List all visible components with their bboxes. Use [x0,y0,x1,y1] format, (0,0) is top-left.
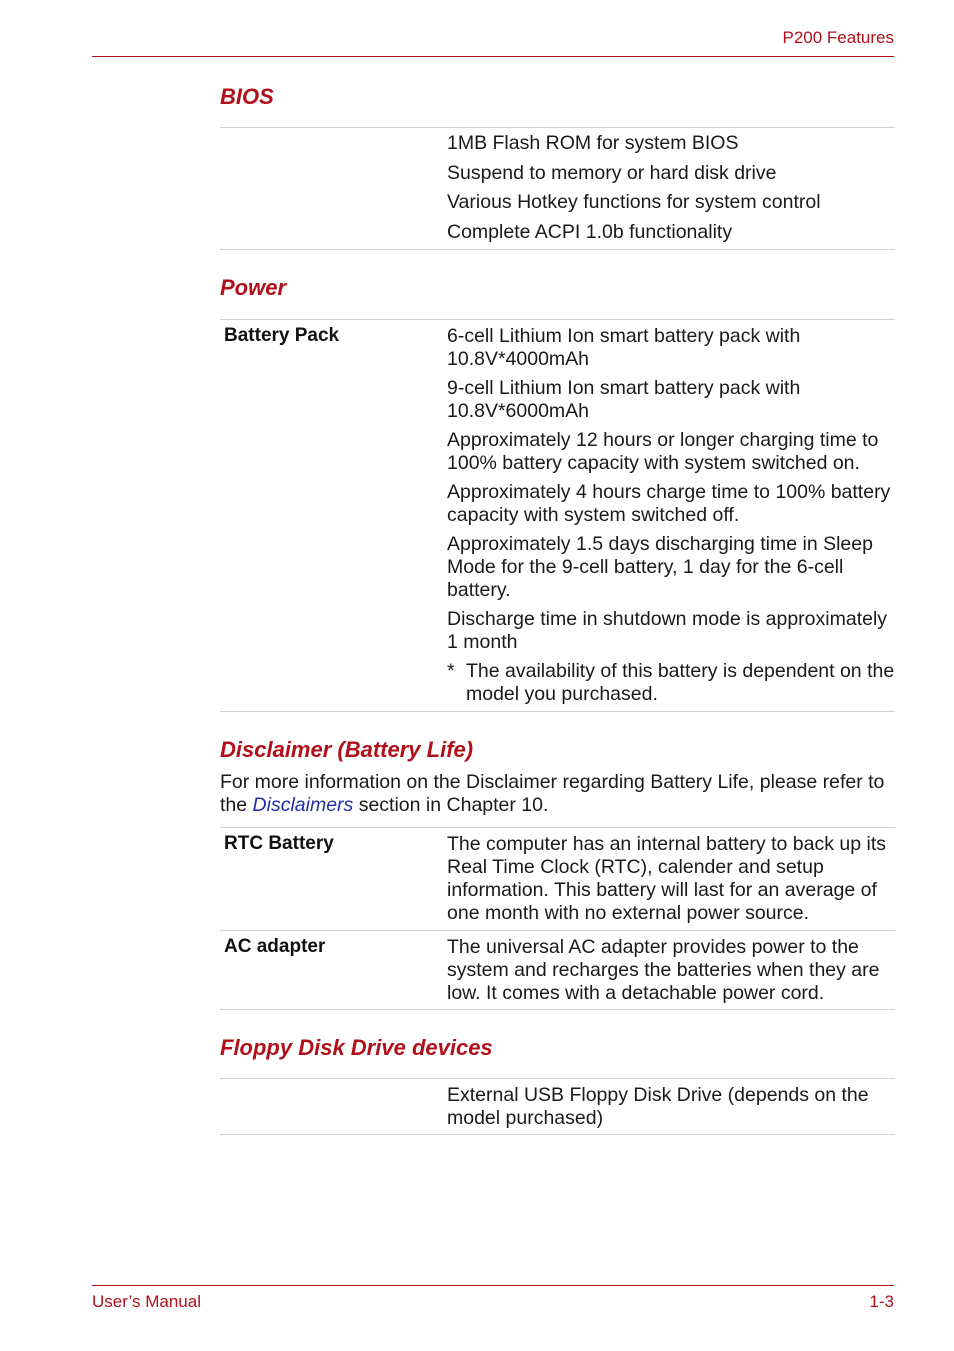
header-rule [92,56,894,57]
rtc-ac-table [220,827,895,1010]
floppy-text: External USB Floppy Disk Drive (depends on the model purchased) [447,1084,869,1129]
battery-item: 9-cell Lithium Ion smart battery pack with 10.8V*6000mAh [447,377,801,422]
floppy-row [220,1078,895,1135]
battery-item: 6-cell Lithium Ion smart battery pack with 10.8V*4000mAh [447,325,801,370]
floppy-heading: Floppy Disk Drive devices [220,1035,493,1060]
bios-item: Complete ACPI 1.0b functionality [447,221,733,243]
bios-row [220,127,895,250]
bios-item: Various Hotkey functions for system control [447,191,821,213]
battery-pack-row [220,319,895,712]
bios-table [220,127,895,250]
battery-item: Approximately 1.5 days discharging time in Sleep Mode for the 9-cell battery, 1 day for the 6-cell battery. [447,533,873,601]
battery-item: Approximately 12 hours or longer charging time to 100% battery capacity with system switched on. [447,429,879,474]
disclaimer-heading: Disclaimer (Battery Life) [220,737,474,762]
battery-item: Discharge time in shutdown mode is approximately 1 month [447,608,888,653]
battery-note [220,660,895,706]
power-heading: Power [220,275,287,300]
disclaimer-text-after: section in Chapter 10. [353,794,549,816]
floppy-table [220,1078,895,1135]
ac-adapter-label: AC adapter [224,936,326,957]
page-number: 1-3 [869,1292,894,1311]
rtc-battery-label: RTC Battery [224,833,334,854]
rtc-battery-text: The computer has an internal battery to back up its Real Time Clock (RTC), calender and setup information. This battery will last for an average of one month with no external power source. [447,833,886,924]
disclaimer-paragraph [220,771,900,817]
page-header-title: P200 Features [782,28,894,47]
power-table [220,319,895,712]
ac-adapter-row [220,930,895,1010]
disclaimers-link[interactable]: Disclaimers [252,794,354,816]
battery-pack-label: Battery Pack [224,325,340,346]
note-text: The availability of this battery is dependent on the model you purchased. [466,660,895,705]
bios-item: 1MB Flash ROM for system BIOS [447,132,739,154]
rtc-battery-row [220,827,895,930]
bios-heading: BIOS [220,84,274,109]
footer-manual-title: User’s Manual [92,1292,201,1311]
ac-adapter-text: The universal AC adapter provides power to the system and recharges the batteries when they are low. It comes with a detachable power cord. [447,936,880,1004]
footer-rule [92,1285,894,1286]
note-asterisk: * [447,660,455,682]
battery-item: Approximately 4 hours charge time to 100% battery capacity with system switched off. [447,481,891,526]
disclaimer-text-before: For more information on the Disclaimer regarding Battery Life, please refer to the [220,771,885,816]
bios-item: Suspend to memory or hard disk drive [447,162,777,184]
